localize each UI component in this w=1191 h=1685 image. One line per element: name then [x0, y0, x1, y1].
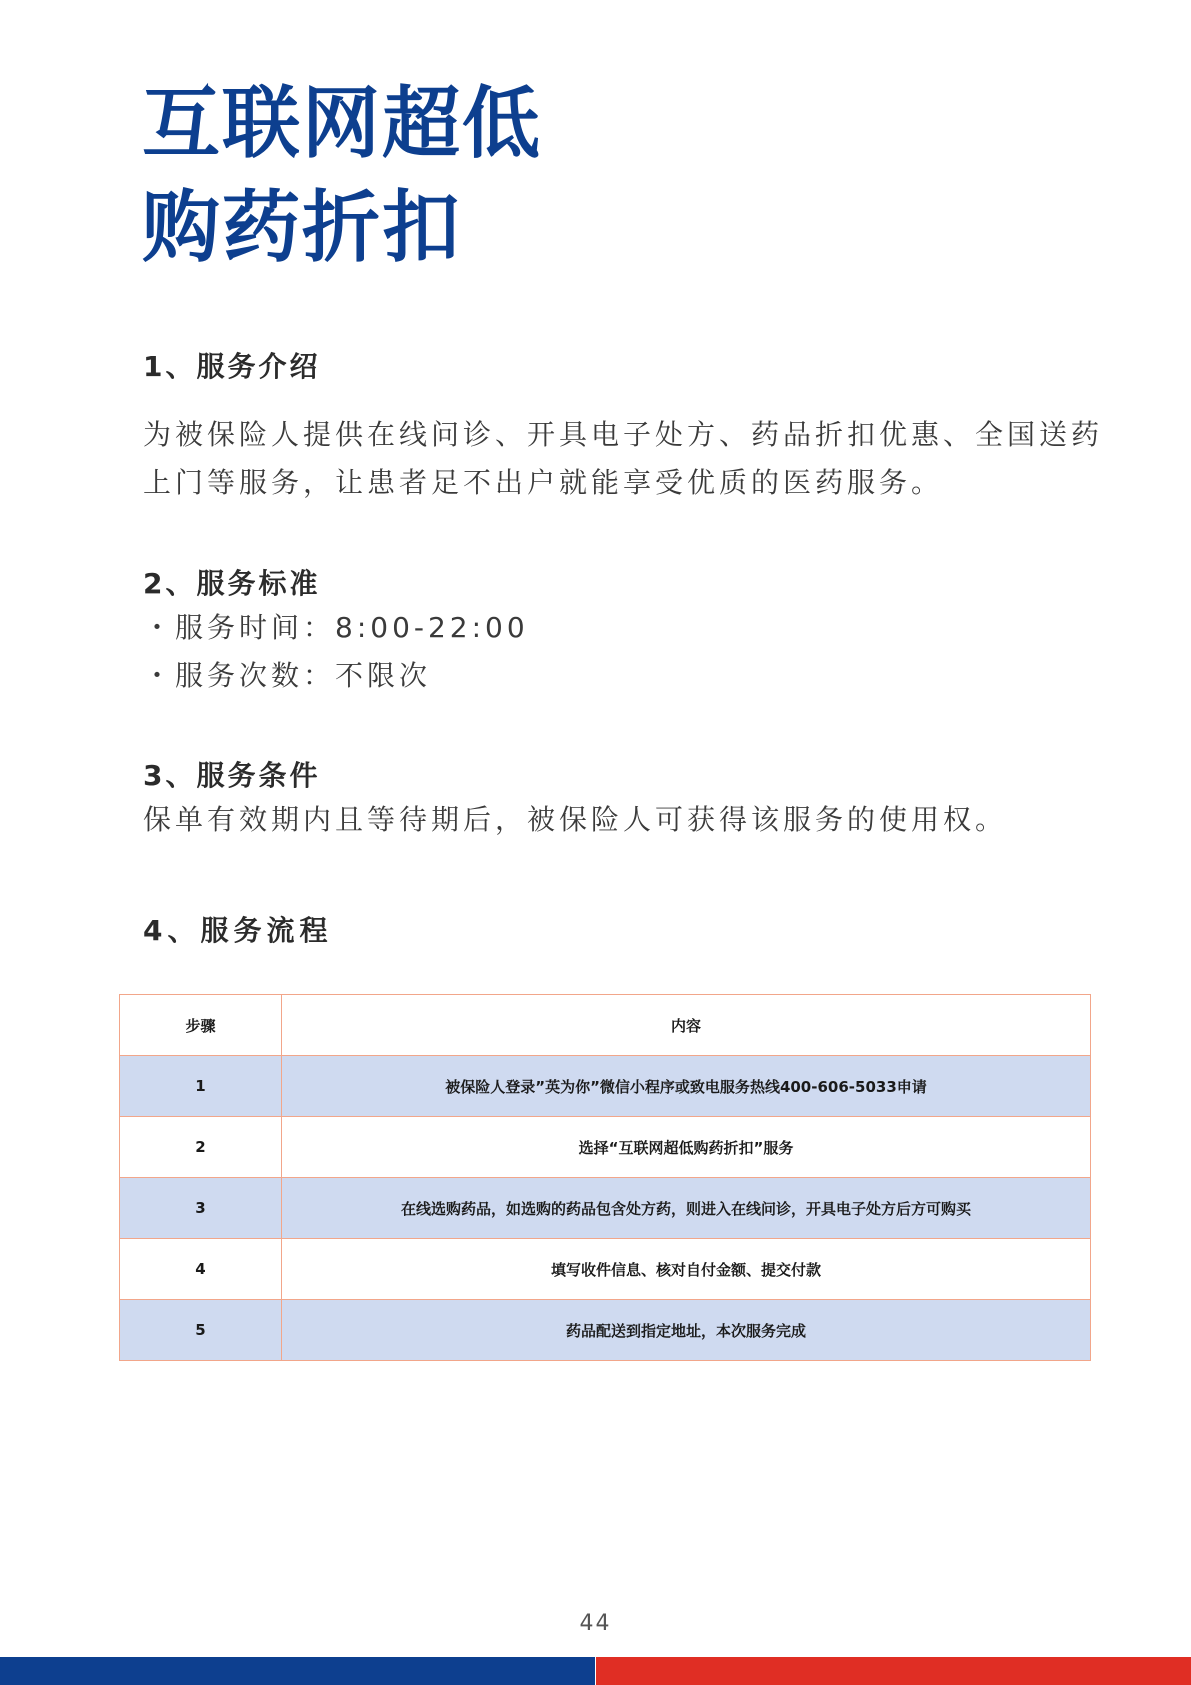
table-row [120, 1300, 1091, 1361]
section-heading-intro: 1、服务介绍 [143, 350, 321, 383]
service-time-item: ・服务时间：8:00-22:00 [143, 611, 529, 644]
table-cell-content: 选择“互联网超低购药折扣”服务 [282, 1117, 1091, 1178]
footer-bar-blue [0, 1657, 595, 1685]
service-process-table [119, 994, 1091, 1361]
table-cell-content: 药品配送到指定地址，本次服务完成 [282, 1300, 1091, 1361]
table-header-content: 内容 [282, 995, 1091, 1056]
section-body-standard [143, 604, 1133, 700]
table-row [120, 1056, 1091, 1117]
section-heading-condition: 3、服务条件 [143, 759, 321, 792]
table-row [120, 1178, 1091, 1239]
table-cell-step: 5 [120, 1300, 282, 1361]
table-cell-step: 2 [120, 1117, 282, 1178]
table-cell-content: 被保险人登录”英为你”微信小程序或致电服务热线400-606-5033申请 [282, 1056, 1091, 1117]
footer-bar-red [596, 1657, 1191, 1685]
page-title [142, 72, 542, 280]
table-row [120, 1239, 1091, 1300]
page-title-line-1: 互联网超低 [142, 79, 543, 169]
table-cell-content: 填写收件信息、核对自付金额、提交付款 [282, 1239, 1091, 1300]
table-cell-content: 在线选购药品，如选购的药品包含处方药，则进入在线问诊，开具电子处方后方可购买 [282, 1178, 1091, 1239]
table-cell-step: 3 [120, 1178, 282, 1239]
table-row [120, 1117, 1091, 1178]
section-heading-process: 4、服务流程 [143, 914, 333, 947]
table-cell-step: 1 [120, 1056, 282, 1117]
table-header-step: 步骤 [120, 995, 282, 1056]
section-heading-standard: 2、服务标准 [143, 567, 321, 600]
service-count-item: ・服务次数：不限次 [143, 659, 432, 692]
page-number: 44 [579, 1611, 612, 1636]
page-title-line-2: 购药折扣 [142, 183, 463, 273]
section-body-intro: 为被保险人提供在线问诊、开具电子处方、药品折扣优惠、全国送药上门等服务，让患者足不出户就能享受优质的医药服务。 [143, 418, 1104, 499]
table-cell-step: 4 [120, 1239, 282, 1300]
section-body-condition: 保单有效期内且等待期后，被保险人可获得该服务的使用权。 [143, 803, 1008, 836]
table-header-row [120, 995, 1091, 1056]
